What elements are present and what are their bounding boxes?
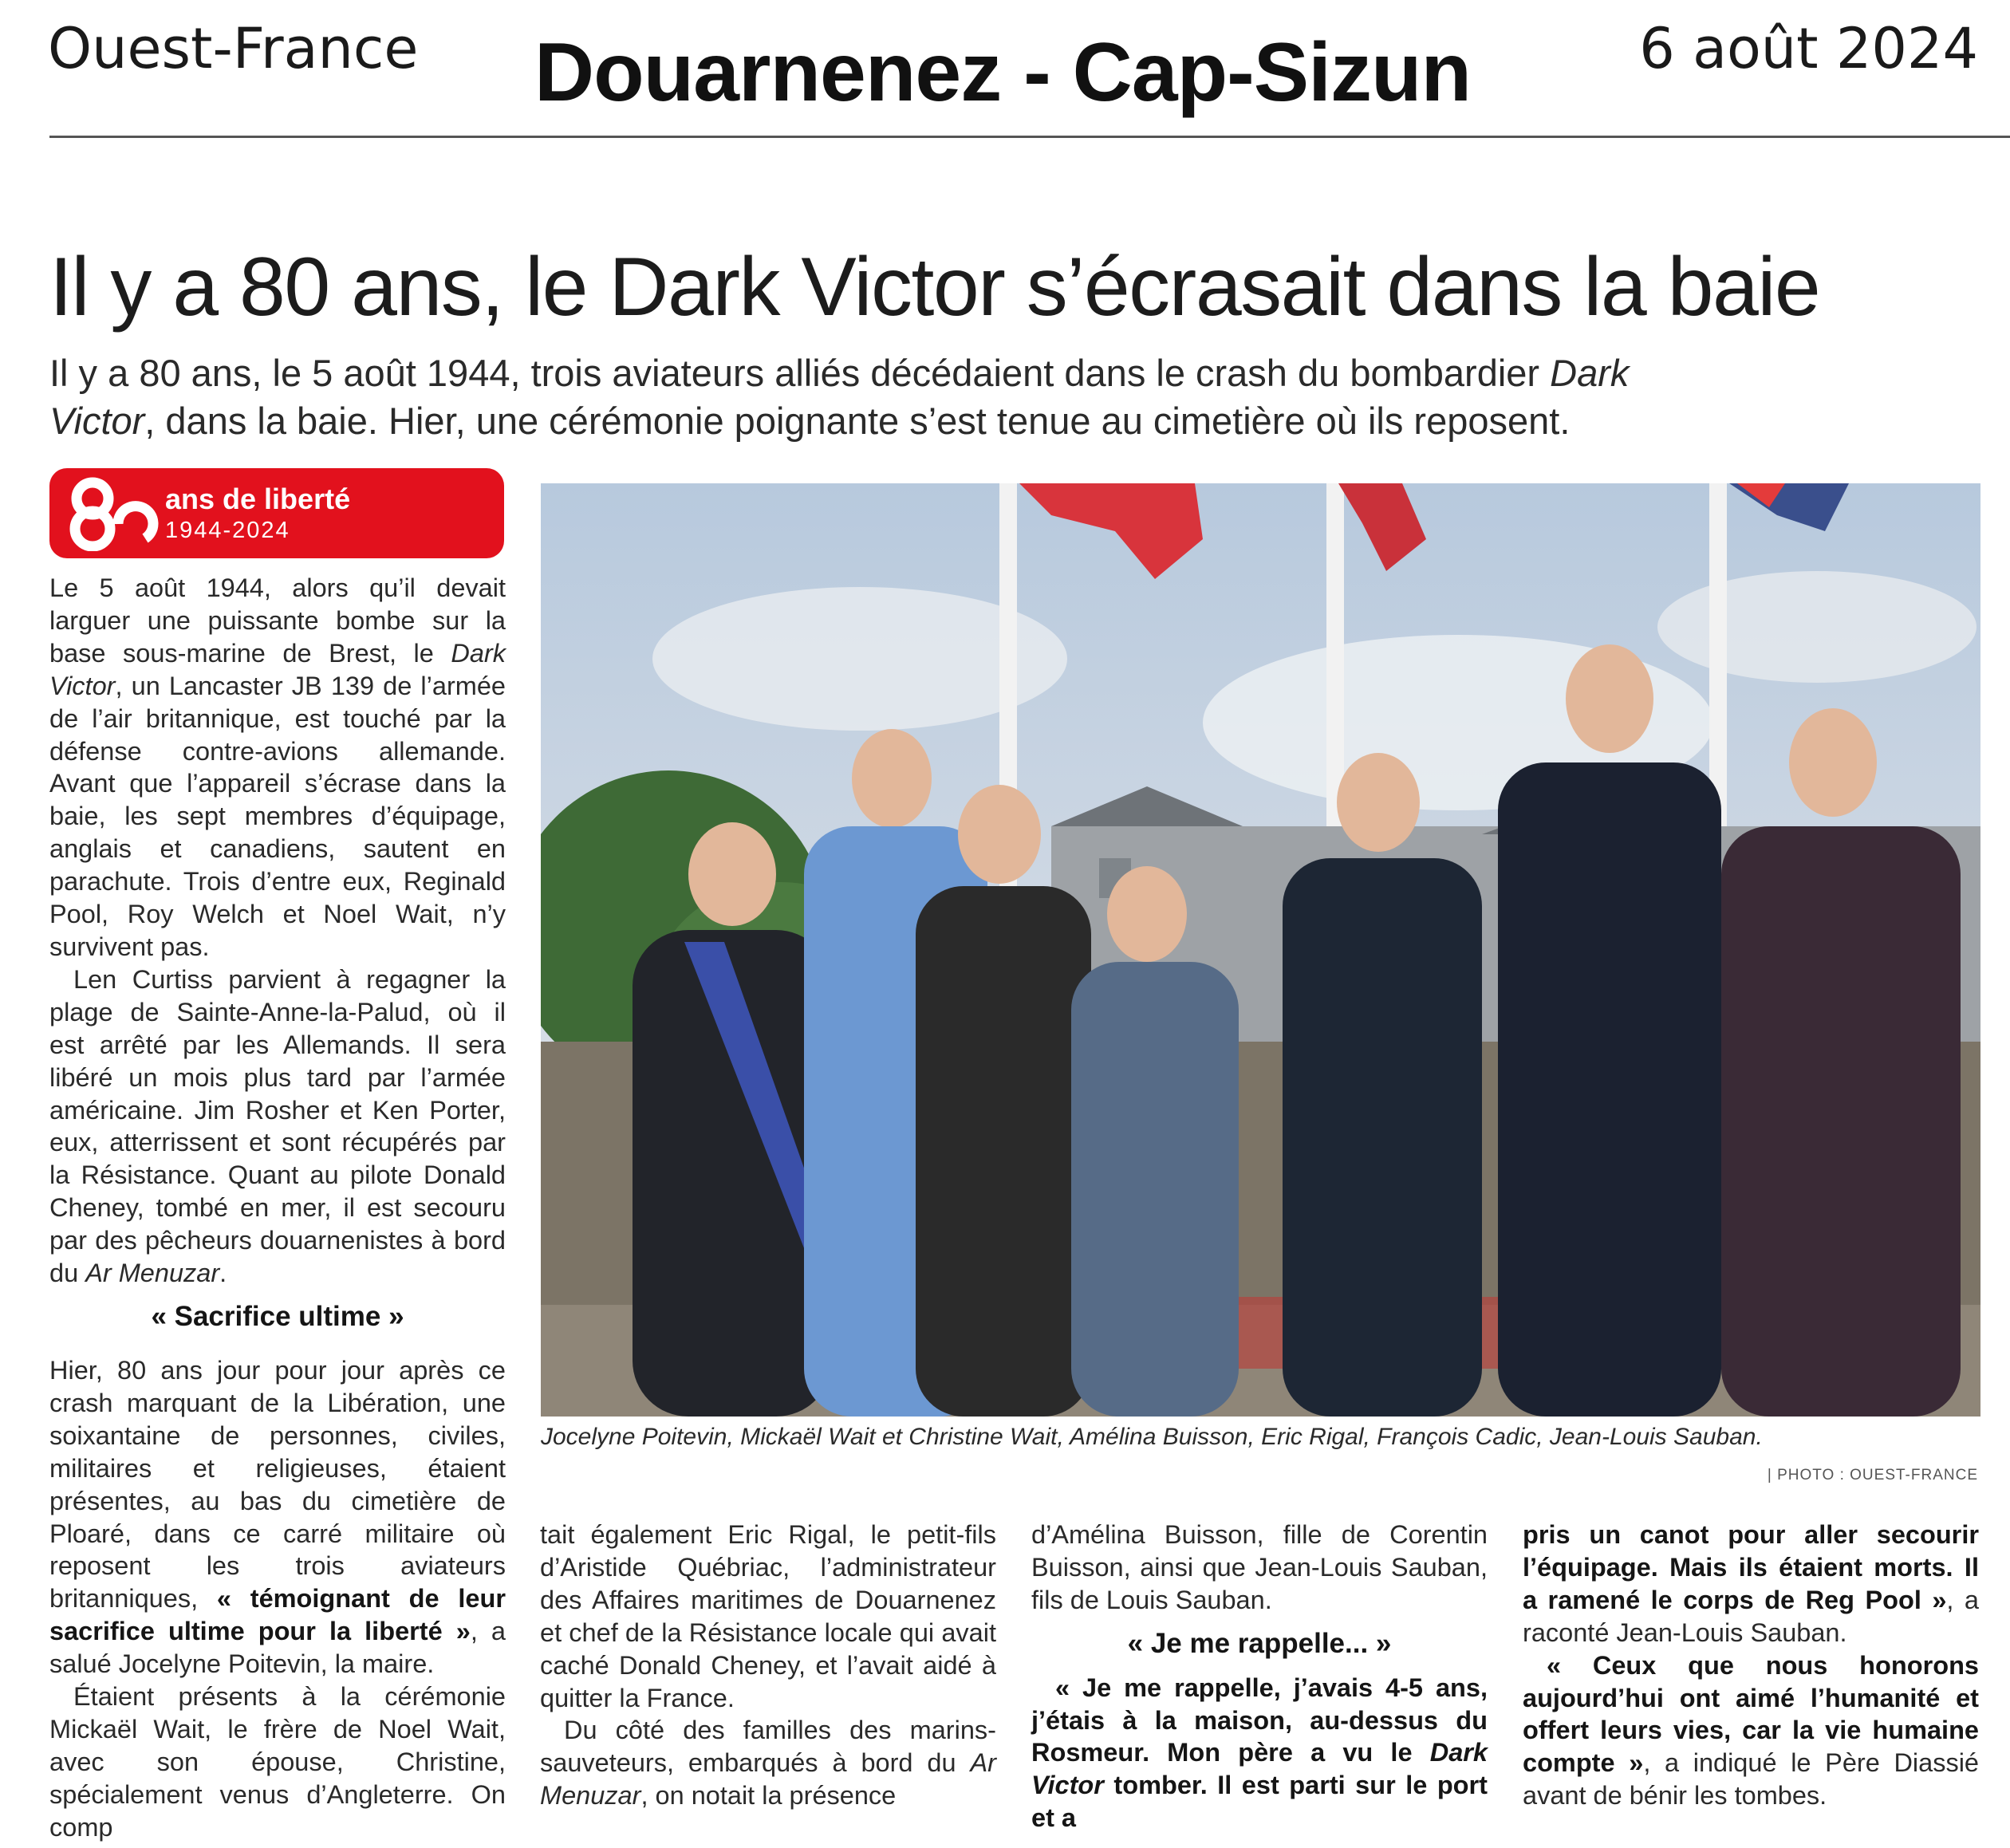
section-title: Douarnenez - Cap-Sizun (534, 26, 1472, 119)
body-paragraph: « Je me rappelle, j’avais 4-5 ans, j’étais à la maison, au-dessus du Rosmeur. Mon père a vu le Dark Victor tomber. Il est parti sur le port et a (1031, 1673, 1488, 1833)
body-paragraph: Hier, 80 ans jour pour jour après ce crash marquant de la Libération, une soixantaine de personnes, civiles, militaires et religieuses, étaient présentes, au bas du cimetière de Ploaré, dans ce carré militaire où reposent les trois aviateurs britanniques, « témoignant de leur sacrifice ultime pour la liberté », a salué Jocelyne Poitevin, la maire. (49, 1356, 506, 1679)
publication-name: Ouest-France (48, 16, 419, 81)
body-paragraph: « Ceux que nous honorons aujourd’hui ont aimé l’humanité et offert leurs vies, car la vie humaine compte », a indiqué le Père Diassié avant de bénir les tombes. (1523, 1650, 1979, 1811)
photo-credit: | PHOTO : OUEST-FRANCE (1767, 1467, 1978, 1484)
body-paragraph: Étaient présents à la cérémonie Mickaël Wait, le frère de Noel Wait, avec son épouse, Christine, spécialement venus d’Angleterre. On comp (49, 1682, 506, 1842)
body-paragraph: Du côté des familles des marins-sauveteurs, embarqués à bord du Ar Menuzar, on notait la présence (540, 1716, 996, 1811)
body-column-1-bottom (49, 1354, 506, 1844)
headline: Il y a 80 ans, le Dark Victor s’écrasait dans la baie (49, 241, 1820, 333)
body-paragraph: Le 5 août 1944, alors qu’il devait larguer une puissante bombe sur la base sous-marine de Brest, le Dark Victor, un Lancaster JB 139 de l’armée de l’air britannique, est touché par la défense contre-avions allemande. Avant que l’appareil s’écrase dans la baie, les sept membres d’équipage, anglais et canadiens, sautent en parachute. Trois d’entre eux, Reginald Pool, Roy Welch et Noel Wait, n’y survivent pas. (49, 573, 506, 961)
publication-date: 6 août 2024 (1639, 16, 1978, 81)
body-column-1 (49, 572, 506, 1345)
photo-caption: Jocelyne Poitevin, Mickaël Wait et Christine Wait, Amélina Buisson, Eric Rigal, François Cadic, Jean-Louis Sauban. (541, 1424, 1763, 1450)
intertitle: « Sacrifice ultime » (151, 1300, 404, 1332)
body-paragraph: pris un canot pour aller secourir l’équipage. Mais ils étaient morts. Il a ramené le corps de Reg Pool », a raconté Jean-Louis Sauban. (1523, 1520, 1979, 1647)
badge-years: 1944-2024 (165, 518, 290, 543)
body-paragraph: tait également Eric Rigal, le petit-fils d’Aristide Québriac, l’administrateur des Affaires maritimes de Douarnenez et chef de la Résistance locale qui avait caché Donald Cheney, et l’avait aidé à quitter la France. (540, 1520, 996, 1712)
badge-title: ans de liberté (165, 483, 351, 515)
body-column-2 (540, 1519, 996, 1812)
ceremony-photo-illustration (541, 483, 1980, 1417)
masthead-rule (49, 136, 2010, 138)
anniversary-badge (49, 468, 504, 558)
ceremony-photo (541, 483, 1980, 1417)
body-paragraph: d’Amélina Buisson, fille de Corentin Buisson, ainsi que Jean-Louis Sauban, fils de Louis Sauban. (1031, 1520, 1488, 1614)
body-column-3 (1031, 1519, 1488, 1834)
intertitle: « Je me rappelle... » (1127, 1627, 1392, 1659)
body-column-4 (1523, 1519, 1979, 1812)
body-paragraph: Len Curtiss parvient à regagner la plage de Sainte-Anne-la-Palud, où il est arrêté par les Allemands. Il sera libéré un mois plus tard par l’armée américaine. Jim Rosher et Ken Porter, eux, atterrissent et sont récupérés par la Résistance. Quant au pilote Donald Cheney, tombé en mer, il est secouru par des pêcheurs douarnenistes à bord du Ar Menuzar. (49, 964, 506, 1288)
chapo: Il y a 80 ans, le 5 août 1944, trois aviateurs alliés décédaient dans le crash du bombardier Dark Victor, dans la baie. Hier, une cérémonie poignante s’est tenue au cimetière où ils reposent. (49, 352, 1630, 442)
